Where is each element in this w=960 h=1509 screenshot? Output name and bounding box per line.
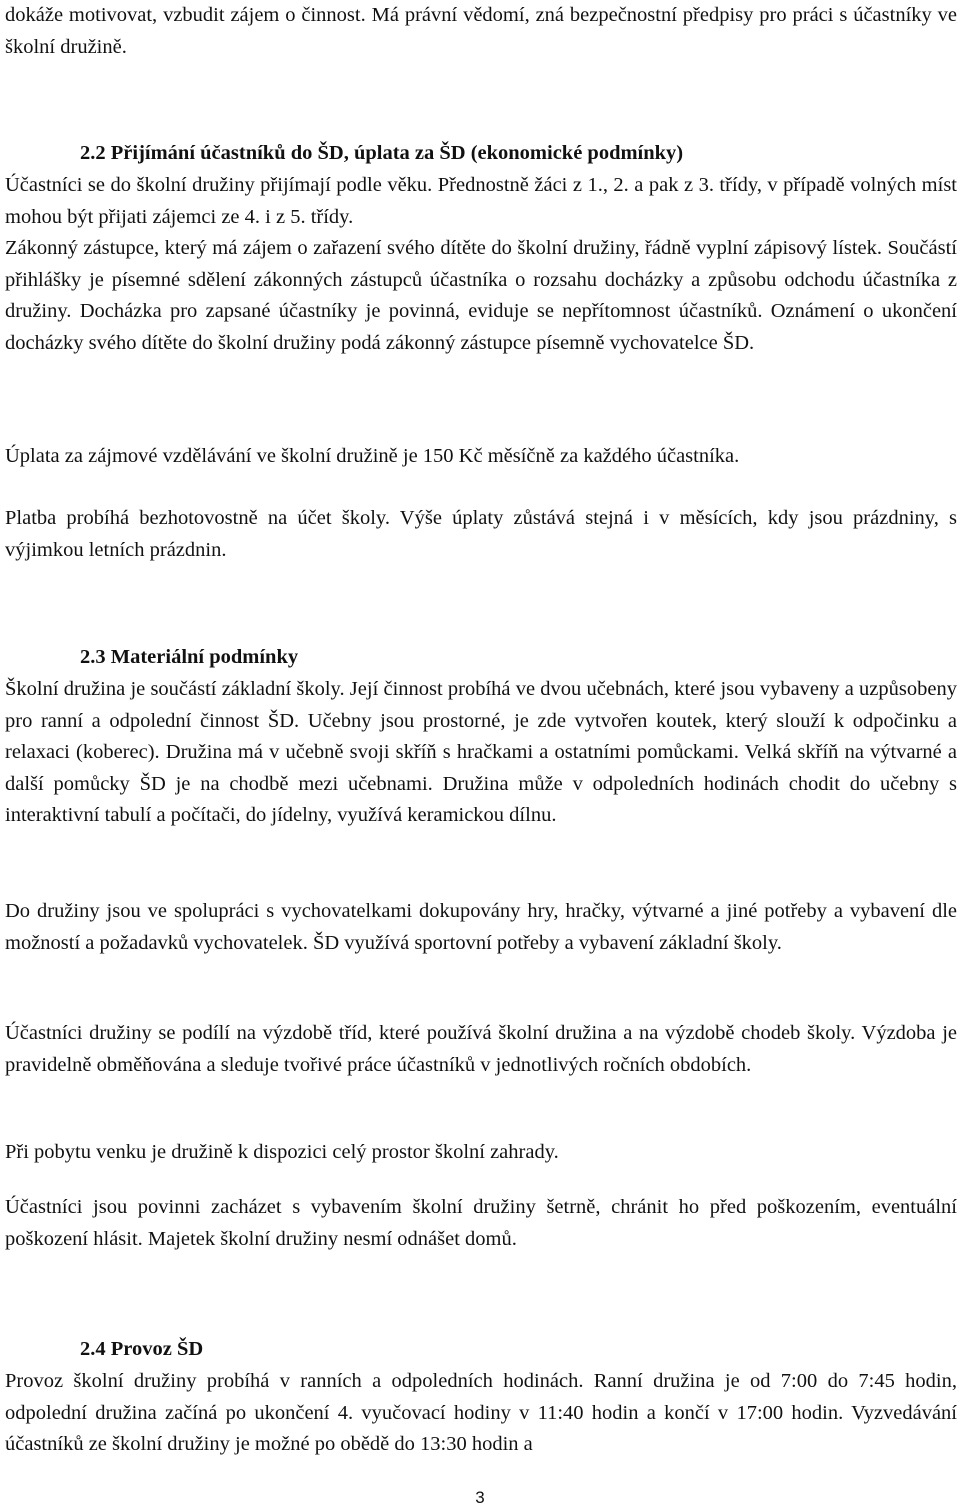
intro-paragraph: dokáže motivovat, vzbudit zájem o činnost. Má právní vědomí, zná bezpečnostní předpisy pro práci s účastníky ve školní družině. xyxy=(5,4,957,58)
garden-paragraph: Při pobytu venku je družině k dispozici celý prostor školní zahrady. xyxy=(5,1141,559,1163)
admission-paragraph: Účastníci se do školní družiny přijímají podle věku. Přednostně žáci z 1., 2. a pak z 3. třídy, v případě volných míst mohou být přijati zájemci ze 4. i z 5. třídy. xyxy=(5,174,957,228)
care-paragraph: Účastníci jsou povinni zacházet s vybavením školní družiny šetrně, chránit ho před poškozením, eventuální poškození hlásit. Majetek školní družiny nesmí odnášet domů. xyxy=(5,1196,957,1250)
material-paragraph: Školní družina je součástí základní školy. Její činnost probíhá ve dvou učebnách, které jsou vybaveny a uzpůsobeny pro ranní a odpolední činnost ŠD. Učebny jsou prostorné, je zde vytvořen koutek, který slouží k odpočinku a relaxaci (koberec). Družina má v učebně svoji skříň s hračkami a ostatními pomůckami. Velká skříň na výtvarné a další pomůcky ŠD je na chodbě mezi učebnami. Družina může v odpoledních hodinách chodit do učebny s interaktivní tabulí a počítači, do jídelny, využívá keramickou dílnu. xyxy=(5,678,957,826)
supplies-paragraph: Do družiny jsou ve spolupráci s vychovatelkami dokupovány hry, hračky, výtvarné a jiné potřeby a vybavení dle možností a požadavků vychovatelek. ŠD využívá sportovní potřeby a vybavení základní školy. xyxy=(5,900,957,954)
page-number: 3 xyxy=(475,1488,485,1507)
guardian-paragraph: Zákonný zástupce, který má zájem o zařazení svého dítěte do školní družiny, řádně vyplní zápisový lístek. Součástí přihlášky je písemné sdělení zákonných zástupců účastníka o rozsahu docházky a způsobu odchodu účastníka z družiny. Docházka pro zapsané účastníky je povinná, eviduje se nepřítomnost účastníků. Oznámení o ukončení docházky svého dítěte do školní družiny podá zákonný zástupce písemně vychovatelce ŠD. xyxy=(5,237,957,354)
section-2-4-heading: 2.4 Provoz ŠD xyxy=(80,1338,204,1360)
decoration-paragraph: Účastníci družiny se podílí na výzdobě tříd, které používá školní družina a na výzdobě chodeb školy. Výzdoba je pravidelně obměňována a sleduje tvořivé práce účastníků v jednotlivých ročních obdobích. xyxy=(5,1022,957,1076)
section-2-2-heading: 2.2 Přijímání účastníků do ŠD, úplata za ŠD (ekonomické podmínky) xyxy=(80,142,684,164)
payment-paragraph: Platba probíhá bezhotovostně na účet školy. Výše úplaty zůstává stejná i v měsících, kdy jsou prázdniny, s výjimkou letních prázdnin. xyxy=(5,507,957,561)
fee-paragraph: Úplata za zájmové vzdělávání ve školní družině je 150 Kč měsíčně za každého účastníka. xyxy=(5,445,740,467)
operation-paragraph: Provoz školní družiny probíhá v ranních a odpoledních hodinách. Ranní družina je od 7:00 do 7:45 hodin, odpolední družina začíná po ukončení 4. vyučovací hodiny v 11:40 hodin a končí v 17:00 hodin. Vyzvedávání účastníků ze školní družiny je možné po obědě do 13:30 hodin a xyxy=(5,1370,957,1455)
section-2-3-heading: 2.3 Materiální podmínky xyxy=(80,646,299,668)
